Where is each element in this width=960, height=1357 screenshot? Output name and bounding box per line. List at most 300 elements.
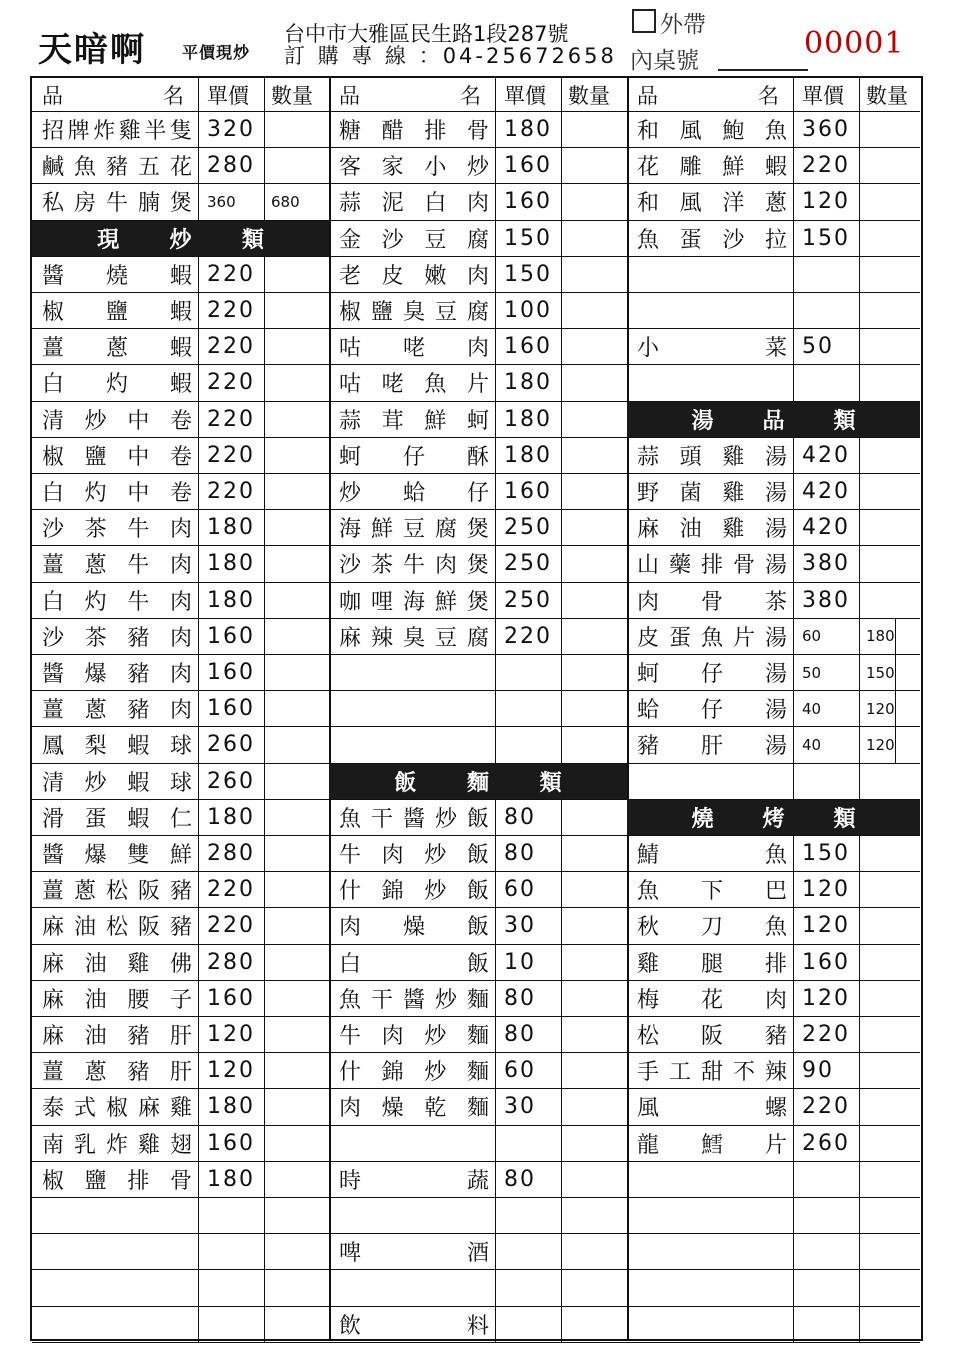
item-quantity[interactable] [561, 1017, 625, 1052]
item-quantity[interactable] [561, 800, 625, 835]
menu-item-row [627, 365, 920, 401]
item-quantity[interactable] [264, 257, 328, 292]
item-name: 薑 蔥 牛 肉 [42, 553, 192, 579]
item-quantity[interactable] [264, 148, 328, 183]
item-name [627, 1162, 793, 1197]
header-price: 單價 [793, 78, 859, 111]
menu-item-row [329, 619, 627, 655]
item-quantity[interactable] [264, 908, 328, 943]
item-name: 和 風 洋 蔥 [637, 191, 787, 217]
menu-item-row [32, 1126, 329, 1162]
menu-item-row [32, 583, 329, 619]
item-quantity[interactable] [859, 1198, 923, 1233]
header-name: 品 名 [637, 83, 779, 108]
item-name: 麻 辣 臭 豆 腐 [339, 625, 489, 651]
menu-item-row [32, 402, 329, 438]
menu-item-row [329, 221, 627, 257]
item-name: 風 螺 [637, 1096, 787, 1122]
item-name: 薑 蔥 豬 肉 [42, 698, 192, 724]
item-quantity[interactable] [859, 221, 923, 256]
menu-item-row [329, 800, 627, 836]
item-name: 咖 哩 海 鮮 煲 [339, 589, 489, 615]
menu-item-row [329, 727, 627, 763]
item-name: 肉 燥 乾 麵 [339, 1096, 489, 1122]
item-quantity[interactable] [859, 257, 923, 292]
item-price: 220 [793, 148, 859, 183]
item-price: 30 [495, 908, 561, 943]
item-name: 啤 酒 [339, 1241, 489, 1267]
item-price: 160 [495, 474, 561, 509]
item-price [495, 727, 561, 762]
item-quantity[interactable] [859, 1126, 923, 1161]
item-price: 150 [495, 257, 561, 292]
item-quantity[interactable] [859, 112, 923, 147]
item-name: 野 菌 雞 湯 [637, 481, 787, 507]
item-price: 160 [198, 691, 264, 726]
item-quantity[interactable] [859, 148, 923, 183]
item-name: 麻 油 豬 肝 [42, 1024, 192, 1050]
item-quantity[interactable] [264, 474, 328, 509]
menu-item-row [627, 945, 920, 981]
item-quantity[interactable]: 680 [264, 184, 328, 219]
item-name: 滑 蛋 蝦 仁 [42, 806, 192, 832]
section-header [627, 800, 920, 836]
item-price [198, 1270, 264, 1305]
item-price: 30 [495, 1089, 561, 1124]
item-price: 220 [198, 402, 264, 437]
item-name: 蒜 泥 白 肉 [339, 191, 489, 217]
item-price: 10 [495, 945, 561, 980]
menu-item-row [627, 221, 920, 257]
item-quantity[interactable] [561, 1307, 625, 1342]
item-price: 280 [198, 148, 264, 183]
item-quantity[interactable] [264, 872, 328, 907]
item-price: 80 [495, 800, 561, 835]
item-price: 380 [793, 546, 859, 581]
menu-item-row [627, 872, 920, 908]
item-price: 180 [495, 112, 561, 147]
item-price [793, 1162, 859, 1197]
item-quantity[interactable] [561, 402, 625, 437]
header-price: 單價 [495, 78, 561, 111]
item-price: 180 [198, 1089, 264, 1124]
item-name [329, 727, 495, 762]
menu-item-row [329, 1053, 627, 1089]
item-quantity[interactable] [264, 981, 328, 1016]
item-quantity[interactable] [561, 112, 625, 147]
item-quantity[interactable] [264, 691, 328, 726]
item-name: 招 牌 炸 雞 半 隻 [42, 119, 192, 145]
menu-item-row [627, 1089, 920, 1125]
item-quantity[interactable] [561, 438, 625, 473]
item-price: 180 [198, 583, 264, 618]
item-price: 220 [198, 293, 264, 328]
item-name: 什 錦 炒 飯 [339, 879, 489, 905]
menu-item-row [329, 510, 627, 546]
item-name [627, 257, 793, 292]
item-quantity[interactable] [561, 872, 625, 907]
item-name: 蚵 仔 酥 [339, 444, 489, 470]
item-name: 肉 燥 飯 [339, 915, 489, 941]
item-name: 海 鮮 豆 腐 煲 [339, 517, 489, 543]
item-name: 小 菜 [637, 336, 787, 362]
item-name: 白 灼 中 卷 [42, 481, 192, 507]
item-price: 80 [495, 981, 561, 1016]
item-quantity[interactable] [859, 836, 923, 871]
item-quantity[interactable] [264, 1053, 328, 1088]
menu-item-row [329, 1307, 627, 1343]
item-quantity[interactable] [561, 365, 625, 400]
address: 台中市大雅區民生路1段287號 [284, 22, 569, 46]
item-quantity[interactable] [859, 1234, 923, 1269]
menu-item-row [627, 691, 920, 727]
item-name: 咕 咾 魚 片 [339, 372, 489, 398]
item-price: 120 [793, 981, 859, 1016]
item-price [793, 293, 859, 328]
menu-item-row [32, 474, 329, 510]
item-quantity[interactable] [561, 1270, 625, 1305]
menu-item-row [627, 1234, 920, 1270]
item-name: 沙 茶 牛 肉 煲 [339, 553, 489, 579]
item-quantity[interactable] [264, 1270, 328, 1305]
item-name: 客 家 小 炒 [339, 155, 489, 181]
item-price [793, 365, 859, 400]
item-quantity[interactable] [859, 981, 923, 1016]
item-quantity[interactable] [859, 872, 923, 907]
item-quantity[interactable] [859, 365, 923, 400]
item-name [329, 1198, 495, 1233]
item-price: 160 [495, 329, 561, 364]
item-quantity[interactable] [264, 329, 328, 364]
item-quantity[interactable] [561, 1126, 625, 1161]
item-quantity[interactable] [264, 1126, 328, 1161]
item-name: 白 灼 牛 肉 [42, 589, 192, 615]
item-quantity[interactable] [264, 293, 328, 328]
item-price: 180 [198, 546, 264, 581]
item-price: 220 [198, 474, 264, 509]
menu-item-row [32, 1089, 329, 1125]
section-header [627, 402, 920, 438]
item-price: 50 [793, 329, 859, 364]
item-price [198, 1234, 264, 1269]
item-quantity[interactable] [264, 945, 328, 980]
menu-item-row [329, 329, 627, 365]
item-price: 40 [793, 691, 859, 726]
menu-item-row [627, 329, 920, 365]
item-price [495, 1126, 561, 1161]
item-name: 老 皮 嫩 肉 [339, 263, 489, 289]
item-name [627, 293, 793, 328]
table-number-field[interactable] [718, 69, 808, 71]
menu-item-row [627, 546, 920, 582]
menu-item-row [32, 764, 329, 800]
item-quantity[interactable] [561, 546, 625, 581]
item-quantity[interactable] [859, 945, 923, 980]
menu-item-row [627, 836, 920, 872]
menu-column-2 [329, 78, 629, 1339]
item-name: 梅 花 肉 [637, 987, 787, 1013]
menu-item-row [627, 655, 920, 691]
item-quantity[interactable] [859, 1089, 923, 1124]
item-quantity[interactable] [859, 1270, 923, 1305]
item-price: 50 [793, 655, 859, 690]
menu-item-row [32, 148, 329, 184]
item-name [627, 764, 793, 799]
order-phone: 訂 購 專 線 ：04-25672658 [284, 44, 617, 68]
item-name: 時 蔬 [339, 1168, 489, 1194]
menu-item-row [329, 365, 627, 401]
item-quantity[interactable] [859, 764, 923, 799]
item-quantity[interactable] [561, 945, 625, 980]
item-name [32, 1198, 198, 1233]
column-header-row [627, 78, 920, 112]
menu-item-row [627, 510, 920, 546]
item-price [793, 1234, 859, 1269]
item-name [627, 1307, 793, 1342]
menu-item-row [32, 510, 329, 546]
item-quantity[interactable] [561, 184, 625, 219]
item-quantity[interactable] [561, 257, 625, 292]
menu-item-row [329, 148, 627, 184]
item-name: 醬 燒 蝦 [42, 263, 192, 289]
menu-item-row [627, 148, 920, 184]
item-quantity[interactable] [561, 727, 625, 762]
item-name [329, 655, 495, 690]
menu-item-row [32, 438, 329, 474]
item-quantity[interactable] [264, 402, 328, 437]
item-name: 麻 油 雞 佛 [42, 951, 192, 977]
item-price: 260 [793, 1126, 859, 1161]
item-name: 什 錦 炒 麵 [339, 1060, 489, 1086]
item-price [495, 1307, 561, 1342]
item-price [495, 655, 561, 690]
item-price: 250 [495, 510, 561, 545]
item-quantity[interactable]: 180 [859, 619, 923, 654]
item-quantity[interactable] [561, 691, 625, 726]
menu-item-row [329, 908, 627, 944]
menu-item-row [627, 1017, 920, 1053]
item-quantity[interactable] [264, 836, 328, 871]
item-quantity[interactable] [264, 1017, 328, 1052]
item-quantity[interactable] [264, 619, 328, 654]
item-quantity[interactable] [859, 583, 923, 618]
menu-item-row [627, 619, 920, 655]
item-quantity[interactable] [264, 365, 328, 400]
menu-item-row [32, 112, 329, 148]
menu-item-row [32, 1307, 329, 1343]
item-name [32, 1234, 198, 1269]
menu-item-row [329, 257, 627, 293]
item-quantity[interactable] [561, 510, 625, 545]
item-quantity[interactable] [264, 1307, 328, 1342]
item-quantity[interactable] [561, 293, 625, 328]
item-quantity[interactable] [859, 438, 923, 473]
menu-item-row [627, 1126, 920, 1162]
section-header [329, 764, 627, 800]
item-quantity[interactable] [264, 510, 328, 545]
item-price: 220 [495, 619, 561, 654]
item-price [495, 691, 561, 726]
item-name: 豬 肝 湯 [637, 734, 787, 760]
header-qty: 數量 [561, 78, 625, 111]
menu-item-row [32, 981, 329, 1017]
item-quantity[interactable] [561, 1234, 625, 1269]
item-quantity[interactable] [264, 1198, 328, 1233]
menu-item-row [329, 293, 627, 329]
item-name: 白 灼 蝦 [42, 372, 192, 398]
item-quantity[interactable] [859, 1307, 923, 1342]
menu-item-row [627, 1198, 920, 1234]
item-name [329, 1270, 495, 1305]
takeout-checkbox[interactable] [632, 9, 656, 33]
item-price: 120 [793, 872, 859, 907]
item-quantity[interactable] [561, 1162, 625, 1197]
menu-item-row [32, 1162, 329, 1198]
item-price: 60 [793, 619, 859, 654]
item-quantity[interactable] [561, 908, 625, 943]
item-name: 椒 鹽 臭 豆 腐 [339, 300, 489, 326]
menu-item-row [32, 836, 329, 872]
item-name: 沙 茶 牛 肉 [42, 517, 192, 543]
header-price: 單價 [198, 78, 264, 111]
item-quantity[interactable] [264, 764, 328, 799]
item-quantity[interactable] [859, 546, 923, 581]
item-price: 360 [198, 184, 264, 219]
menu-item-row [627, 112, 920, 148]
menu-item-row [329, 402, 627, 438]
item-price: 220 [198, 438, 264, 473]
item-quantity[interactable] [561, 148, 625, 183]
item-quantity[interactable] [561, 836, 625, 871]
item-price: 280 [198, 836, 264, 871]
item-quantity[interactable] [561, 619, 625, 654]
item-price: 120 [198, 1053, 264, 1088]
menu-item-row [329, 184, 627, 220]
item-price [495, 1234, 561, 1269]
item-price: 180 [198, 800, 264, 835]
item-quantity[interactable] [264, 583, 328, 618]
item-price [793, 1307, 859, 1342]
item-quantity[interactable] [561, 329, 625, 364]
item-name: 魚 干 醬 炒 麵 [339, 987, 489, 1013]
item-name: 牛 肉 炒 飯 [339, 843, 489, 869]
menu-item-row [32, 619, 329, 655]
item-name: 麻 油 雞 湯 [637, 517, 787, 543]
item-name: 私 房 牛 腩 煲 [42, 191, 192, 217]
item-quantity[interactable] [561, 981, 625, 1016]
item-name: 金 沙 豆 腐 [339, 227, 489, 253]
item-quantity[interactable] [859, 510, 923, 545]
item-name [627, 1270, 793, 1305]
item-name [627, 1198, 793, 1233]
item-quantity[interactable] [264, 1089, 328, 1124]
item-quantity[interactable] [264, 1162, 328, 1197]
menu-item-row [32, 184, 329, 220]
item-name: 魚 蛋 沙 拉 [637, 227, 787, 253]
item-name: 醬 爆 雙 鮮 [42, 843, 192, 869]
section-title: 飯 麵 類 [329, 764, 627, 799]
item-quantity[interactable] [561, 583, 625, 618]
menu-item-row [329, 112, 627, 148]
item-name: 薑 蔥 蝦 [42, 336, 192, 362]
item-quantity[interactable] [561, 221, 625, 256]
item-price: 180 [198, 1162, 264, 1197]
item-quantity[interactable]: 120 [859, 691, 923, 726]
menu-item-row [32, 1270, 329, 1306]
item-name: 白 飯 [339, 951, 489, 977]
menu-item-row [627, 257, 920, 293]
item-price [793, 257, 859, 292]
item-price: 100 [495, 293, 561, 328]
item-quantity[interactable] [264, 112, 328, 147]
item-quantity[interactable]: 150 [859, 655, 923, 690]
item-quantity[interactable] [561, 474, 625, 509]
item-name: 薑 蔥 松 阪 豬 [42, 879, 192, 905]
item-price: 120 [793, 184, 859, 219]
item-name: 鹹 魚 豬 五 花 [42, 155, 192, 181]
item-quantity[interactable] [561, 1053, 625, 1088]
item-quantity[interactable] [561, 655, 625, 690]
item-name [329, 691, 495, 726]
item-price: 420 [793, 474, 859, 509]
item-name: 泰 式 椒 麻 雞 [42, 1096, 192, 1122]
item-price: 150 [793, 221, 859, 256]
item-quantity[interactable] [859, 1162, 923, 1197]
item-quantity[interactable] [859, 908, 923, 943]
item-price: 420 [793, 438, 859, 473]
item-quantity[interactable]: 120 [859, 727, 923, 762]
item-quantity[interactable] [859, 1053, 923, 1088]
item-quantity[interactable] [561, 1198, 625, 1233]
item-price: 220 [793, 1017, 859, 1052]
item-quantity[interactable] [264, 655, 328, 690]
item-quantity[interactable] [264, 800, 328, 835]
item-quantity[interactable] [859, 184, 923, 219]
item-price: 220 [198, 365, 264, 400]
item-price [198, 1307, 264, 1342]
menu-item-row [329, 1162, 627, 1198]
menu-item-row [329, 945, 627, 981]
item-name: 飲 料 [339, 1313, 489, 1339]
menu-item-row [329, 981, 627, 1017]
menu-item-row [329, 1270, 627, 1306]
item-name: 花 雕 鮮 蝦 [637, 155, 787, 181]
item-name [32, 1307, 198, 1342]
item-quantity[interactable] [561, 1089, 625, 1124]
item-price [495, 1270, 561, 1305]
menu-item-row [329, 872, 627, 908]
item-quantity[interactable] [264, 727, 328, 762]
item-quantity[interactable] [859, 329, 923, 364]
column-header-row [32, 78, 329, 112]
item-quantity[interactable] [264, 1234, 328, 1269]
item-price: 250 [495, 583, 561, 618]
item-name: 魚 下 巴 [637, 879, 787, 905]
menu-item-row [627, 184, 920, 220]
item-quantity[interactable] [859, 474, 923, 509]
item-price: 420 [793, 510, 859, 545]
item-quantity[interactable] [859, 293, 923, 328]
item-quantity[interactable] [859, 1017, 923, 1052]
takeout-label: 外帶 [660, 12, 706, 38]
item-quantity[interactable] [264, 546, 328, 581]
header-name: 品 名 [42, 83, 184, 108]
item-name: 松 阪 豬 [637, 1024, 787, 1050]
item-quantity[interactable] [264, 438, 328, 473]
menu-item-row [32, 257, 329, 293]
item-name: 和 風 鮑 魚 [637, 119, 787, 145]
item-price: 160 [198, 1126, 264, 1161]
